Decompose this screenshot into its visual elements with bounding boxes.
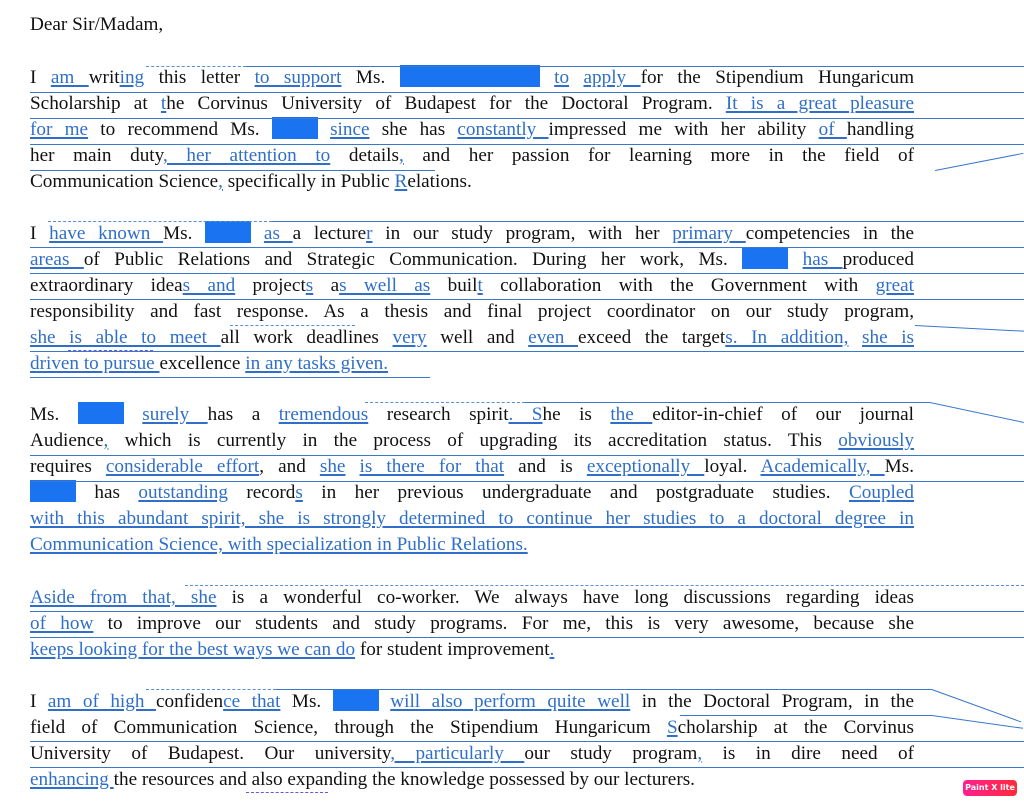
paragraph-1-line-5 [30, 169, 914, 195]
tracked-insertion: S [666, 717, 678, 738]
tracked-insertion: surely [142, 404, 208, 425]
paragraph-2-line-1 [30, 221, 914, 247]
tracked-insertion: Academically, [760, 456, 885, 477]
tracked-insertion: of how [30, 613, 94, 634]
tracked-insertion: . [549, 639, 555, 660]
tracked-insertion: as [263, 223, 293, 244]
text-run: project [235, 275, 306, 296]
track-line [30, 170, 435, 171]
track-line [30, 299, 1024, 300]
tracked-insertion: , [218, 171, 223, 192]
redacted-name [400, 65, 540, 87]
text-run: to improve our students and study programs. For me, this is very awesome, because she [93, 613, 914, 634]
text-run [345, 456, 359, 477]
redacted-name [30, 480, 76, 502]
text-run: Ms. [163, 223, 206, 244]
tracked-insertion: s [305, 275, 314, 296]
text-run: I [30, 223, 50, 244]
tracked-insertion: she [319, 456, 346, 477]
track-connector [930, 402, 1024, 423]
tracked-insertion: she is [862, 327, 915, 348]
redacted-name [272, 117, 318, 139]
text-run: writ [88, 67, 120, 88]
track-line [30, 144, 1024, 145]
tracked-insertion: , her attention to [163, 145, 331, 166]
text-run: has a [207, 404, 279, 425]
tracked-insertion: keeps looking for the best ways we can do [30, 639, 356, 660]
tracked-insertion: driven to pursue [30, 353, 160, 374]
text-run: I [30, 691, 48, 712]
tracked-insertion: areas [30, 249, 84, 270]
tracked-insertion: Coupled [848, 482, 914, 503]
tracked-insertion: she is able to meet [30, 327, 221, 348]
text-run: specifically in Public [222, 171, 395, 192]
text-run: elations. [407, 171, 472, 192]
tracked-insertion: am [50, 67, 89, 88]
tracked-insertion: s well as [339, 275, 431, 296]
text-run [788, 249, 802, 270]
paragraph-2-line-5 [30, 325, 914, 351]
text-run: editor-in-chief of our journal [652, 404, 915, 425]
paragraph-3-line-2 [30, 428, 914, 454]
track-line [246, 66, 1024, 67]
text-run: handling [846, 119, 914, 140]
paragraph-3-line-3 [30, 454, 914, 480]
track-line [30, 247, 1024, 248]
tracked-insertion: have known [49, 223, 164, 244]
text-run: of Public Relations and Strategic Communication. During her work, Ms. [83, 249, 743, 270]
tracked-insertion: am of high [47, 691, 156, 712]
tracked-insertion: even [528, 327, 579, 348]
track-line [30, 767, 1024, 768]
track-line [30, 118, 1024, 119]
text-run: excellence [159, 353, 246, 374]
tracked-insertion: , [697, 743, 703, 764]
text-run: the resources and also expanding the knowledge possessed by our lecturers. [113, 769, 695, 790]
track-line [185, 585, 1024, 586]
paragraph-3-line-6 [30, 532, 914, 558]
tracked-insertion: very [392, 327, 427, 348]
tracked-insertion: r [366, 223, 373, 244]
text-run: has [76, 482, 139, 503]
tracked-insertion: s and [182, 275, 236, 296]
track-line [30, 377, 430, 378]
text-run: well and [426, 327, 529, 348]
tracked-insertion: primary [672, 223, 746, 244]
text-run: is a wonderful co-worker. We always have long discussions regarding ideas [216, 587, 914, 608]
track-line [68, 350, 153, 351]
text-run: cholarship at the Corvinus [677, 717, 914, 738]
paragraph-2-line-6 [30, 351, 914, 377]
tracked-insertion: of [818, 119, 847, 140]
text-run: which is currently in the process of upgrading its accreditation status. This [108, 430, 839, 451]
paragraph-4-line-1 [30, 585, 914, 611]
text-run: record [227, 482, 296, 503]
text-run: he Corvinus University of Budapest for the Doctoral Program. [166, 93, 726, 114]
text-run: to recommend Ms. [88, 119, 272, 140]
text-run: she has [369, 119, 458, 140]
tracked-insertion: tremendous [278, 404, 369, 425]
text-run: University of Budapest. Our university [30, 743, 391, 764]
track-line [30, 273, 1024, 274]
tracked-insertion: t [160, 93, 167, 114]
redacted-name [205, 221, 251, 243]
paragraph-2-line-2 [30, 247, 914, 273]
tracked-insertion: obviously [838, 430, 914, 451]
track-line [30, 351, 1024, 352]
tracked-insertion: , particularly [390, 743, 525, 764]
tracked-insertion: since [330, 119, 370, 140]
paragraph-1-line-3 [30, 117, 914, 143]
tracked-insertion: apply [583, 67, 641, 88]
text-run: Ms. [280, 691, 333, 712]
tracked-insertion: Aside from that, she [30, 587, 217, 608]
text-run: this letter [144, 67, 255, 88]
track-line [30, 92, 1024, 93]
track-line [246, 792, 328, 793]
text-run: a [313, 275, 340, 296]
tracked-insertion: enhancing [30, 769, 114, 790]
text-run: Ms. [884, 456, 914, 477]
tracked-insertion: ing [119, 67, 145, 88]
text-run: a lecture [292, 223, 367, 244]
tracked-insertion: Communication Science, with specialization in Public Relations. [30, 534, 528, 555]
tracked-insertion: has [802, 249, 843, 270]
track-line [365, 402, 525, 403]
paragraph-5-line-4 [30, 767, 914, 793]
tracked-insertion: It is a great pleasure [725, 93, 914, 114]
text-run [379, 691, 391, 712]
text-run: collaboration with the Government with [482, 275, 876, 296]
paragraph-4-line-3 [30, 637, 914, 663]
redacted-name [78, 402, 124, 424]
track-connector [915, 325, 1024, 332]
text-run [251, 223, 264, 244]
track-line [525, 402, 930, 403]
text-run: , and [259, 456, 320, 477]
track-line [30, 455, 1024, 456]
redacted-name [333, 689, 379, 711]
text-run: details [330, 145, 399, 166]
text-run: is in dire need of [702, 743, 914, 764]
text-run: for the Stipendium Hungaricum [640, 67, 915, 88]
track-line [48, 221, 272, 222]
text-run: Ms. [30, 404, 78, 425]
text-run: her main duty [30, 145, 163, 166]
paragraph-1-line-1 [30, 65, 914, 91]
tracked-insertion: in any tasks given. [245, 353, 389, 374]
tracked-insertion: R [394, 171, 408, 192]
text-run: Ms. [341, 67, 400, 88]
text-run: our study program [524, 743, 698, 764]
track-line [230, 325, 355, 326]
text-run: Audience [30, 430, 104, 451]
text-run: and her passion for learning more in the field of [403, 145, 914, 166]
tracked-insertion: to support [254, 67, 342, 88]
text-run: produced [842, 249, 915, 270]
track-line [30, 637, 1024, 638]
track-line [146, 66, 246, 67]
text-run: all work deadlines [220, 327, 393, 348]
paragraph-3-line-4 [30, 480, 914, 506]
text-run: and is [504, 456, 587, 477]
tracked-insertion: for me [30, 119, 89, 140]
text-run: in her previous undergraduate and postgraduate studies. [302, 482, 849, 503]
tracked-insertion: outstanding [138, 482, 228, 503]
track-connector [935, 153, 1024, 171]
tracked-insertion: s. In addition, [725, 327, 849, 348]
tracked-insertion: great [875, 275, 914, 296]
track-line [272, 221, 1024, 222]
text-run: for student improvement [355, 639, 550, 660]
text-run: I [30, 67, 51, 88]
paragraph-5-line-1 [30, 689, 914, 715]
text-run: responsibility and fast response. As a thesis and final project coordinator on our study program, [30, 301, 914, 322]
paint-x-lite-badge: Paint X lite [963, 780, 1017, 796]
text-run: research spirit [368, 404, 509, 425]
text-run: competencies in the [745, 223, 915, 244]
text-run [848, 327, 862, 348]
paragraph-4-line-2 [30, 611, 914, 637]
text-run: in our study program, with her [372, 223, 673, 244]
paragraph-3-line-1 [30, 402, 914, 428]
text-run: buil [430, 275, 478, 296]
text-run: he is [542, 404, 611, 425]
paragraph-1-line-4 [30, 143, 914, 169]
salutation: Dear Sir/Madam, [30, 14, 164, 35]
tracked-insertion: will also perform quite well [390, 691, 631, 712]
text-run [540, 67, 554, 88]
paragraph-2-line-3 [30, 273, 914, 299]
text-run: Scholarship at [30, 93, 161, 114]
paragraph-5-line-3 [30, 741, 914, 767]
tracked-insertion: with this abundant spirit, she is strongly determined to continue her studies to a doctoral degree in [30, 508, 914, 529]
tracked-insertion: considerable effort [105, 456, 260, 477]
paragraph-3-line-5 [30, 506, 914, 532]
tracked-insertion: , [398, 145, 404, 166]
text-run: confiden [155, 691, 224, 712]
text-run [124, 404, 142, 425]
tracked-insertion: , [103, 430, 109, 451]
track-line [276, 689, 932, 690]
track-line [30, 741, 1024, 742]
text-run: field of Communication Science, through the Stipendium Hungaricum [30, 717, 667, 738]
tracked-insertion: t [477, 275, 483, 296]
text-run: in the Doctoral Program, in the [630, 691, 914, 712]
text-run: loyal. [704, 456, 761, 477]
tracked-insertion: exceptionally [586, 456, 705, 477]
paragraph-1-line-2 [30, 91, 914, 117]
tracked-insertion: is there for that [359, 456, 505, 477]
tracked-insertion: to [554, 67, 570, 88]
track-line [146, 689, 276, 690]
paragraph-2-line-4 [30, 299, 914, 325]
text-run: requires [30, 456, 106, 477]
text-run [569, 67, 583, 88]
text-run: extraordinary idea [30, 275, 183, 296]
tracked-insertion: the [610, 404, 653, 425]
tracked-insertion: ce that [223, 691, 281, 712]
text-run: exceed the target [578, 327, 726, 348]
text-run [318, 119, 330, 140]
redacted-name [742, 247, 788, 269]
track-line [30, 481, 1024, 482]
text-run: impressed me with her ability [548, 119, 819, 140]
paragraph-5-line-2 [30, 715, 914, 741]
tracked-insertion: . S [508, 404, 543, 425]
tracked-insertion: constantly [457, 119, 549, 140]
text-run: Communication Science [30, 171, 219, 192]
tracked-insertion: s [295, 482, 303, 503]
track-line [30, 611, 1024, 612]
track-line [680, 715, 932, 716]
